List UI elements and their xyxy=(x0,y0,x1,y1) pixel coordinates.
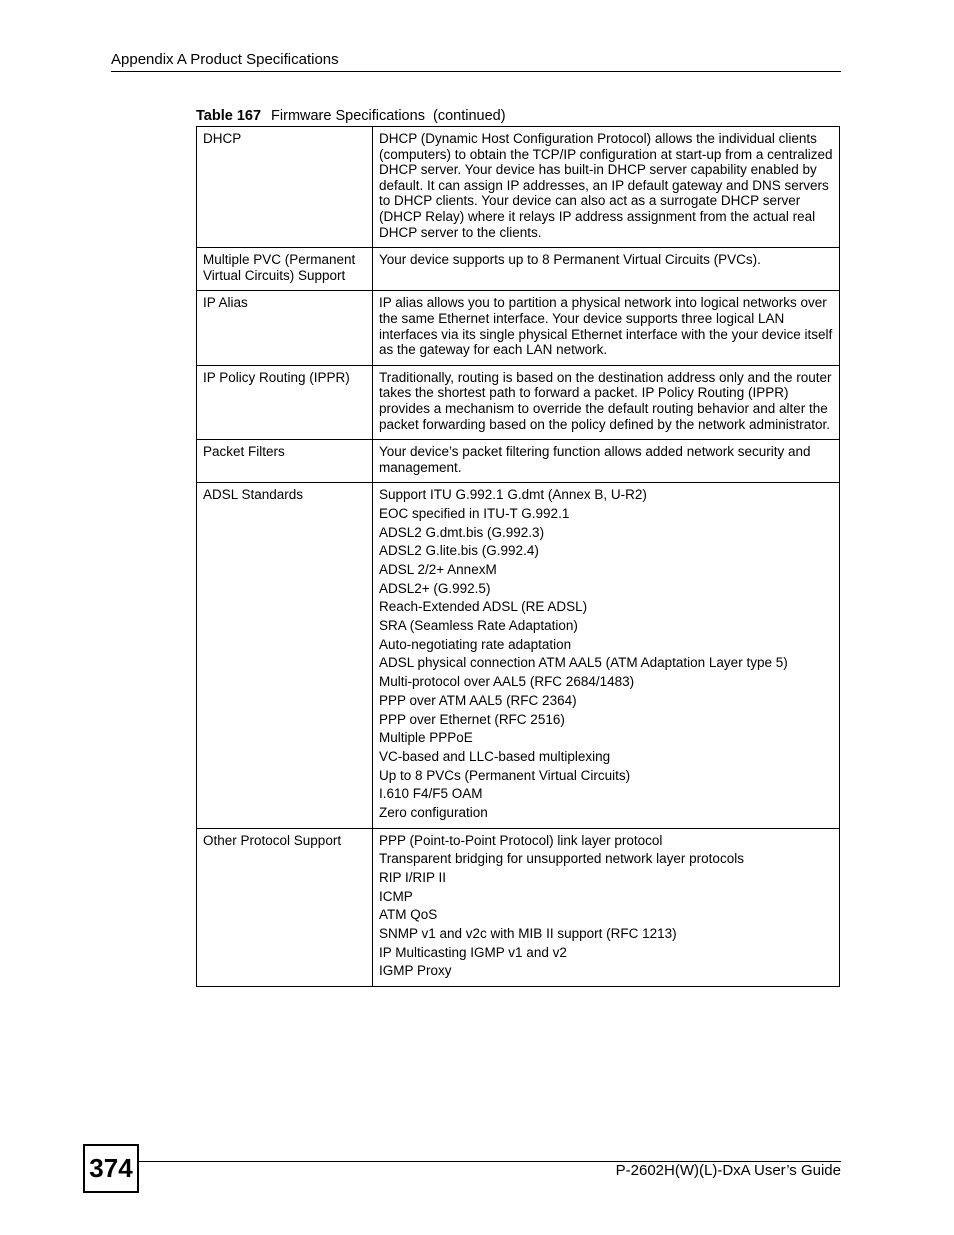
feature-cell: DHCP xyxy=(197,127,373,248)
list-item: IGMP Proxy xyxy=(379,963,452,979)
list-item: ADSL physical connection ATM AAL5 (ATM Adaptation Layer type 5) xyxy=(379,655,788,671)
list-item: Transparent bridging for unsupported network layer protocols xyxy=(379,851,744,867)
list-item: I.610 F4/F5 OAM xyxy=(379,786,483,802)
list-item: VC-based and LLC-based multiplexing xyxy=(379,748,611,764)
description-cell: Traditionally, routing is based on the destination address only and the router takes the shortest path to forward a packet. IP Policy Routing (IPPR) provides a mechanism to override the default routing behavior and alter the packet forwarding based on the policy defined by the network administrator. xyxy=(373,365,840,439)
table-row xyxy=(197,291,840,365)
table-caption-title: Firmware Specifications (continued) xyxy=(271,108,506,124)
list-item: Support ITU G.992.1 G.dmt (Annex B, U-R2) xyxy=(379,487,647,503)
feature-cell: IP Alias xyxy=(197,291,373,365)
list-item: ADSL2 G.dmt.bis (G.992.3) xyxy=(379,524,545,540)
table-row xyxy=(197,248,840,291)
list-item: EOC specified in ITU-T G.992.1 xyxy=(379,505,570,521)
table-caption xyxy=(196,107,506,125)
feature-cell: Other Protocol Support xyxy=(197,828,373,986)
list-item: Up to 8 PVCs (Permanent Virtual Circuits) xyxy=(379,767,631,783)
firmware-spec-table xyxy=(196,126,840,987)
list-item: SRA (Seamless Rate Adaptation) xyxy=(379,618,578,634)
feature-cell: Multiple PVC (Permanent Virtual Circuits) Support xyxy=(197,248,373,291)
table-row xyxy=(197,828,840,986)
list-item: ADSL2+ (G.992.5) xyxy=(379,580,491,596)
table-caption-label: Table 167 xyxy=(196,108,262,124)
description-cell: Your device’s packet filtering function allows added network security and management. xyxy=(373,440,840,483)
guide-title: P-2602H(W)(L)-DxA User’s Guide xyxy=(615,1162,841,1179)
list-item: ICMP xyxy=(379,888,413,904)
table-row xyxy=(197,365,840,439)
table-row xyxy=(197,127,840,248)
list-item: Auto-negotiating rate adaptation xyxy=(379,636,572,652)
description-cell xyxy=(373,828,840,986)
running-header: Appendix A Product Specifications xyxy=(111,51,339,68)
list-item: RIP I/RIP II xyxy=(379,869,447,885)
list-item: IP Multicasting IGMP v1 and v2 xyxy=(379,944,567,960)
table-row xyxy=(197,440,840,483)
feature-cell: ADSL Standards xyxy=(197,483,373,828)
header-divider xyxy=(111,71,841,72)
list-item: SNMP v1 and v2c with MIB II support (RFC 1213) xyxy=(379,926,677,941)
list-item: PPP (Point-to-Point Protocol) link layer protocol xyxy=(379,832,663,848)
list-item: Reach-Extended ADSL (RE ADSL) xyxy=(379,599,588,615)
list-item: ADSL 2/2+ AnnexM xyxy=(379,562,497,578)
list-item: ADSL2 G.lite.bis (G.992.4) xyxy=(379,543,539,559)
list-item: PPP over ATM AAL5 (RFC 2364) xyxy=(379,692,577,708)
list-item: Zero configuration xyxy=(379,804,488,820)
description-cell: Your device supports up to 8 Permanent Virtual Circuits (PVCs). xyxy=(373,248,840,291)
page-number: 374 xyxy=(83,1144,139,1193)
table-row xyxy=(197,483,840,828)
list-item: ATM QoS xyxy=(379,907,438,923)
feature-cell: IP Policy Routing (IPPR) xyxy=(197,365,373,439)
description-cell: DHCP (Dynamic Host Configuration Protocol) allows the individual clients (computers) to obtain the TCP/IP configuration at start-up from a centralized DHCP server. Your device has built-in DHCP server capability enabled by default. It can assign IP addresses, an IP default gateway and DNS servers to DHCP clients. Your device can also act as a surrogate DHCP server (DHCP Relay) where it relays IP address assignment from the actual real DHCP server to the clients. xyxy=(373,127,840,248)
list-item: Multiple PPPoE xyxy=(379,730,473,746)
feature-cell: Packet Filters xyxy=(197,440,373,483)
list-item: Multi-protocol over AAL5 (RFC 2684/1483) xyxy=(379,674,635,690)
list-item: PPP over Ethernet (RFC 2516) xyxy=(379,711,565,727)
description-cell: IP alias allows you to partition a physical network into logical networks over the same Ethernet interface. Your device supports three logical LAN interfaces via its single physical Ethernet interface with the your device itself as the gateway for each LAN network. xyxy=(373,291,840,365)
description-cell xyxy=(373,483,840,828)
